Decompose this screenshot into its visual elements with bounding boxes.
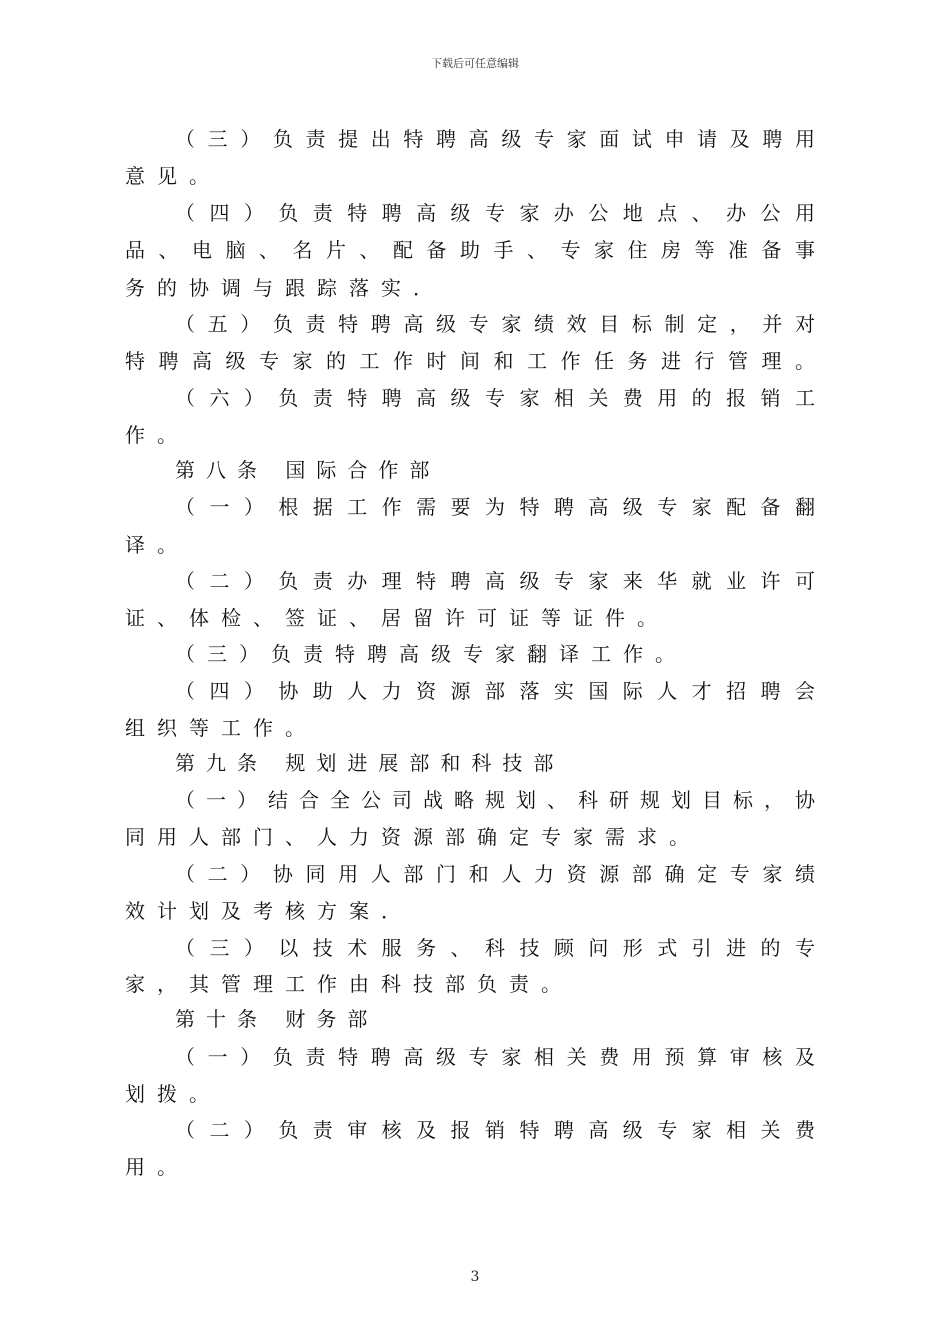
body-line: 意见。: [125, 164, 221, 188]
body-line: 品、电脑、名片、配备助手、专家住房等准备事: [125, 238, 815, 262]
body-line: 组织等工作。: [125, 716, 317, 740]
article-heading: 第九条 规划进展部和科技部: [175, 751, 565, 775]
body-line: （三）以技术服务、科技顾问形式引进的专: [175, 936, 815, 960]
body-line: （二）负责办理特聘高级专家来华就业许可: [175, 569, 815, 593]
body-line: 特聘高级专家的工作时间和工作任务进行管理。: [125, 349, 815, 373]
body-line: （六）负责特聘高级专家相关费用的报销工: [175, 386, 815, 410]
body-line: 家，其管理工作由科技部负责。: [125, 972, 573, 996]
article-heading: 第八条 国际合作部: [175, 458, 441, 482]
body-line: 务的协调与跟踪落实．: [125, 276, 445, 300]
body-line: （二）协同用人部门和人力资源部确定专家绩: [175, 862, 815, 886]
body-line: 证、体检、签证、居留许可证等证件。: [125, 606, 669, 630]
body-line: （五）负责特聘高级专家绩效目标制定，并对: [175, 312, 815, 336]
body-line: 用。: [125, 1155, 189, 1179]
body-line: （一）根据工作需要为特聘高级专家配备翻: [175, 495, 815, 519]
body-line: （一）负责特聘高级专家相关费用预算审核及: [175, 1045, 815, 1069]
body-line: （三）负责特聘高级专家翻译工作。: [175, 642, 687, 666]
page-header: 下载后可任意编辑: [431, 57, 519, 70]
body-line: （四）协助人力资源部落实国际人才招聘会: [175, 679, 815, 703]
body-line: 作。: [125, 423, 189, 447]
body-line: （三）负责提出特聘高级专家面试申请及聘用: [175, 127, 815, 151]
body-line: （四）负责特聘高级专家办公地点、办公用: [175, 201, 815, 225]
body-line: 效计划及考核方案．: [125, 899, 413, 923]
body-line: （一）结合全公司战略规划、科研规划目标，协: [175, 788, 815, 812]
body-line: 划拨。: [125, 1082, 221, 1106]
page-number: 3: [470, 1269, 480, 1285]
body-line: 译。: [125, 533, 189, 557]
body-line: （二）负责审核及报销特聘高级专家相关费: [175, 1118, 815, 1142]
body-line: 同用人部门、人力资源部确定专家需求。: [125, 825, 701, 849]
article-heading: 第十条 财务部: [175, 1007, 379, 1031]
